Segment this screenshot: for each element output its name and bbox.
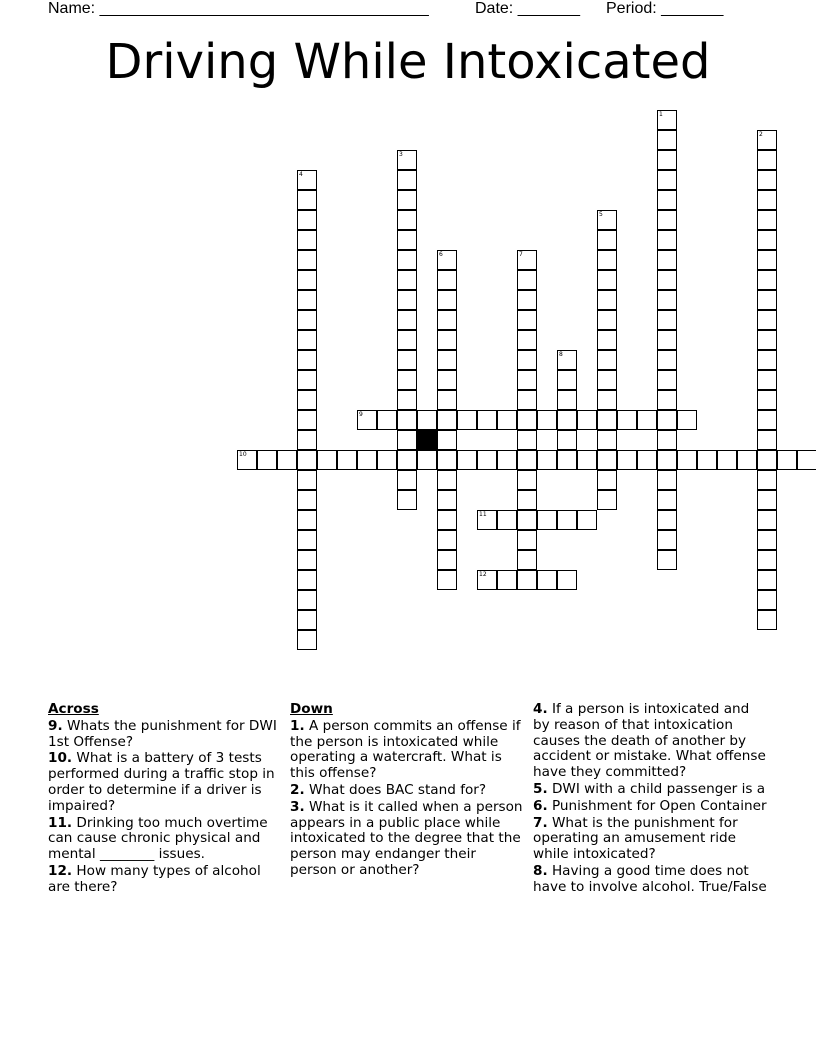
- clue-item-number: 8.: [533, 862, 548, 879]
- grid-cell[interactable]: [297, 250, 317, 270]
- grid-cell[interactable]: [437, 430, 457, 450]
- grid-cell[interactable]: [757, 530, 777, 550]
- grid-cell[interactable]: [517, 250, 537, 270]
- grid-cell[interactable]: [397, 470, 417, 490]
- grid-cell[interactable]: [757, 570, 777, 590]
- clue-item-text: Drinking too much overtime can cause chronic physical and mental ________ issues.: [48, 814, 268, 863]
- clue-item-text: Having a good time does not have to involve alcohol. True/False: [533, 862, 767, 895]
- grid-cell[interactable]: [757, 350, 777, 370]
- grid-cell[interactable]: [517, 330, 537, 350]
- grid-cell[interactable]: [637, 410, 657, 430]
- clue-number: 9: [359, 411, 363, 418]
- grid-cell[interactable]: [297, 210, 317, 230]
- down-clues: [290, 702, 526, 880]
- name-field[interactable]: Name: _____________________________________: [48, 0, 429, 17]
- clue-number: 11: [479, 511, 487, 518]
- grid-cell[interactable]: [437, 250, 457, 270]
- clue-item-text: Punishment for Open Container: [547, 797, 767, 814]
- grid-cell[interactable]: [617, 450, 637, 470]
- grid-cell[interactable]: [517, 570, 537, 590]
- grid-cell[interactable]: [757, 610, 777, 630]
- grid-cell[interactable]: [397, 370, 417, 390]
- period-field[interactable]: Period: _______: [606, 0, 724, 17]
- grid-cell[interactable]: [517, 530, 537, 550]
- clue-item: [533, 782, 769, 798]
- grid-cell[interactable]: [657, 230, 677, 250]
- grid-cell[interactable]: [417, 410, 437, 430]
- grid-cell[interactable]: [597, 390, 617, 410]
- grid-cell[interactable]: [297, 190, 317, 210]
- grid-cell[interactable]: [657, 170, 677, 190]
- clue-item-text: A person commits an offense if the person is intoxicated while operating a watercraft. What is this offense?: [290, 717, 521, 782]
- grid-cell[interactable]: [657, 210, 677, 230]
- clue-item: [48, 751, 280, 814]
- grid-cell[interactable]: [397, 490, 417, 510]
- grid-cell[interactable]: [297, 350, 317, 370]
- grid-cell[interactable]: [777, 450, 797, 470]
- grid-cell[interactable]: [597, 290, 617, 310]
- grid-cell[interactable]: [657, 390, 677, 410]
- across-heading: Across: [48, 701, 99, 717]
- grid-cell[interactable]: [397, 330, 417, 350]
- grid-cell[interactable]: [597, 330, 617, 350]
- grid-cell[interactable]: [497, 510, 517, 530]
- grid-cell[interactable]: [357, 450, 377, 470]
- grid-cell[interactable]: [337, 450, 357, 470]
- grid-cell[interactable]: [297, 410, 317, 430]
- down-heading: Down: [290, 701, 333, 717]
- clue-item-number: 4.: [533, 701, 548, 717]
- date-field[interactable]: Date: _______: [475, 0, 580, 17]
- grid-cell[interactable]: [397, 170, 417, 190]
- clue-item-text: What is a battery of 3 tests performed during a traffic stop in order to determine if a driver is impaired?: [48, 750, 275, 814]
- grid-cell[interactable]: [397, 310, 417, 330]
- grid-cell[interactable]: [797, 450, 816, 470]
- grid-cell[interactable]: [577, 410, 597, 430]
- grid-cell[interactable]: [517, 490, 537, 510]
- grid-cell[interactable]: [757, 590, 777, 610]
- clue-item-text: What is it called when a person appears in a public place while intoxicated to the degree that the person may endanger their person or another?: [290, 798, 523, 878]
- grid-cell[interactable]: [757, 290, 777, 310]
- clue-item-number: 7.: [533, 814, 548, 831]
- grid-cell[interactable]: [477, 510, 497, 530]
- clue-item: [533, 799, 769, 815]
- grid-cell[interactable]: [657, 530, 677, 550]
- grid-cell[interactable]: [657, 310, 677, 330]
- grid-cell[interactable]: [597, 230, 617, 250]
- clue-number: 7: [519, 251, 523, 258]
- clue-item: [533, 864, 769, 896]
- grid-cell[interactable]: [517, 290, 537, 310]
- clue-item-number: 6.: [533, 797, 548, 814]
- grid-cell[interactable]: [437, 490, 457, 510]
- grid-cell[interactable]: [297, 430, 317, 450]
- clue-number: 4: [299, 171, 303, 178]
- clue-item-text: If a person is intoxicated and by reason of that intoxication causes the death of another by accident or mistake. What offense have they committed?: [533, 701, 766, 781]
- grid-cell[interactable]: [517, 390, 537, 410]
- grid-cell[interactable]: [517, 550, 537, 570]
- grid-cell[interactable]: [737, 450, 757, 470]
- clue-item-number: 11.: [48, 814, 73, 831]
- grid-cell[interactable]: [657, 270, 677, 290]
- grid-cell[interactable]: [597, 350, 617, 370]
- grid-cell[interactable]: [597, 450, 617, 470]
- grid-cell[interactable]: [417, 450, 437, 470]
- down-clue-list: [290, 719, 526, 879]
- grid-cell[interactable]: [757, 210, 777, 230]
- grid-cell[interactable]: [397, 190, 417, 210]
- down-clues-continued: [533, 702, 769, 897]
- grid-cell[interactable]: [657, 190, 677, 210]
- grid-cell[interactable]: [557, 370, 577, 390]
- clue-item-text: How many types of alcohol are there?: [48, 862, 261, 895]
- grid-cell[interactable]: [297, 570, 317, 590]
- clue-item-text: What does BAC stand for?: [304, 781, 487, 798]
- grid-cell[interactable]: [517, 350, 537, 370]
- clue-item-number: 5.: [533, 780, 548, 797]
- grid-cell[interactable]: [517, 430, 537, 450]
- grid-cell[interactable]: [437, 550, 457, 570]
- grid-cell[interactable]: [657, 130, 677, 150]
- grid-cell[interactable]: [657, 450, 677, 470]
- grid-cell[interactable]: [437, 450, 457, 470]
- clue-item-text: DWI with a child passenger is a: [547, 780, 766, 797]
- grid-cell[interactable]: [537, 510, 557, 530]
- grid-cell[interactable]: [657, 470, 677, 490]
- grid-cell[interactable]: [377, 410, 397, 430]
- grid-cell[interactable]: [757, 250, 777, 270]
- grid-cell[interactable]: [437, 310, 457, 330]
- grid-cell[interactable]: [397, 450, 417, 470]
- grid-cell[interactable]: [557, 350, 577, 370]
- grid-cell[interactable]: [397, 410, 417, 430]
- grid-cell[interactable]: [357, 410, 377, 430]
- grid-cell[interactable]: [397, 210, 417, 230]
- grid-cell[interactable]: [637, 450, 657, 470]
- grid-cell[interactable]: [237, 450, 257, 470]
- grid-cell[interactable]: [457, 450, 477, 470]
- clue-item-number: 12.: [48, 862, 73, 879]
- grid-cell[interactable]: [477, 410, 497, 430]
- grid-cell[interactable]: [597, 370, 617, 390]
- grid-cell[interactable]: [437, 410, 457, 430]
- grid-cell[interactable]: [657, 250, 677, 270]
- grid-cell[interactable]: [557, 450, 577, 470]
- grid-cell[interactable]: [537, 450, 557, 470]
- grid-cell[interactable]: [557, 390, 577, 410]
- grid-cell[interactable]: [657, 550, 677, 570]
- clue-item-number: 9.: [48, 717, 63, 734]
- grid-cell[interactable]: [757, 510, 777, 530]
- grid-cell[interactable]: [677, 410, 697, 430]
- grid-cell[interactable]: [517, 450, 537, 470]
- grid-cell[interactable]: [397, 250, 417, 270]
- grid-cell[interactable]: [297, 270, 317, 290]
- clue-number: 3: [399, 151, 403, 158]
- across-clue-list: [48, 719, 280, 896]
- grid-cell[interactable]: [297, 230, 317, 250]
- grid-cell[interactable]: [597, 470, 617, 490]
- grid-cell[interactable]: [297, 450, 317, 470]
- grid-cell[interactable]: [577, 450, 597, 470]
- grid-cell[interactable]: [597, 310, 617, 330]
- grid-cell[interactable]: [397, 350, 417, 370]
- clue-item: [290, 719, 526, 782]
- grid-cell[interactable]: [257, 450, 277, 470]
- grid-cell[interactable]: [657, 370, 677, 390]
- grid-cell[interactable]: [757, 270, 777, 290]
- grid-cell[interactable]: [437, 390, 457, 410]
- clue-item: [533, 702, 769, 781]
- black-cell: [417, 430, 437, 450]
- clue-item: [48, 719, 280, 751]
- grid-cell[interactable]: [757, 230, 777, 250]
- grid-cell[interactable]: [397, 430, 417, 450]
- grid-cell[interactable]: [457, 410, 477, 430]
- grid-cell[interactable]: [297, 370, 317, 390]
- clue-item-number: 3.: [290, 798, 305, 815]
- clue-item-text: Whats the punishment for DWI 1st Offense?: [48, 717, 277, 750]
- grid-cell[interactable]: [657, 490, 677, 510]
- grid-cell[interactable]: [397, 290, 417, 310]
- grid-cell[interactable]: [657, 330, 677, 350]
- grid-cell[interactable]: [617, 410, 637, 430]
- clue-number: 12: [479, 571, 487, 578]
- clue-item: [48, 864, 280, 896]
- grid-cell[interactable]: [517, 370, 537, 390]
- grid-cell[interactable]: [757, 490, 777, 510]
- grid-cell[interactable]: [597, 270, 617, 290]
- grid-cell[interactable]: [757, 190, 777, 210]
- grid-cell[interactable]: [477, 570, 497, 590]
- grid-cell[interactable]: [657, 510, 677, 530]
- grid-cell[interactable]: [297, 510, 317, 530]
- grid-cell[interactable]: [757, 470, 777, 490]
- grid-cell[interactable]: [517, 410, 537, 430]
- grid-cell[interactable]: [377, 450, 397, 470]
- grid-cell[interactable]: [297, 630, 317, 650]
- grid-cell[interactable]: [397, 150, 417, 170]
- grid-cell[interactable]: [297, 550, 317, 570]
- grid-cell[interactable]: [657, 290, 677, 310]
- grid-cell[interactable]: [517, 310, 537, 330]
- grid-cell[interactable]: [657, 430, 677, 450]
- grid-cell[interactable]: [517, 510, 537, 530]
- grid-cell[interactable]: [757, 550, 777, 570]
- grid-cell[interactable]: [597, 410, 617, 430]
- clue-item: [290, 783, 526, 799]
- grid-cell[interactable]: [697, 450, 717, 470]
- grid-cell[interactable]: [437, 330, 457, 350]
- grid-cell[interactable]: [437, 470, 457, 490]
- clue-number: 8: [559, 351, 563, 358]
- grid-cell[interactable]: [437, 530, 457, 550]
- grid-cell[interactable]: [757, 430, 777, 450]
- grid-cell[interactable]: [437, 370, 457, 390]
- grid-cell[interactable]: [557, 430, 577, 450]
- grid-cell[interactable]: [757, 310, 777, 330]
- clue-number: 5: [599, 211, 603, 218]
- grid-cell[interactable]: [577, 510, 597, 530]
- grid-cell[interactable]: [677, 450, 697, 470]
- clue-item: [290, 800, 526, 879]
- grid-cell[interactable]: [757, 330, 777, 350]
- clue-item-text: What is the punishment for operating an amusement ride while intoxicated?: [533, 814, 738, 863]
- grid-cell[interactable]: [317, 450, 337, 470]
- grid-cell[interactable]: [757, 130, 777, 150]
- grid-cell[interactable]: [537, 410, 557, 430]
- clue-item-number: 10.: [48, 750, 73, 767]
- grid-cell[interactable]: [497, 450, 517, 470]
- grid-cell[interactable]: [297, 290, 317, 310]
- grid-cell[interactable]: [497, 570, 517, 590]
- grid-cell[interactable]: [657, 410, 677, 430]
- grid-cell[interactable]: [277, 450, 297, 470]
- grid-cell[interactable]: [437, 570, 457, 590]
- clue-number: 1: [659, 111, 663, 118]
- grid-cell[interactable]: [597, 250, 617, 270]
- grid-cell[interactable]: [437, 290, 457, 310]
- clue-item-number: 2.: [290, 781, 305, 798]
- grid-cell[interactable]: [517, 470, 537, 490]
- grid-cell[interactable]: [657, 150, 677, 170]
- grid-cell[interactable]: [297, 610, 317, 630]
- grid-cell[interactable]: [757, 390, 777, 410]
- grid-cell[interactable]: [757, 150, 777, 170]
- grid-cell[interactable]: [297, 310, 317, 330]
- grid-cell[interactable]: [757, 410, 777, 430]
- grid-cell[interactable]: [297, 490, 317, 510]
- page-title: Driving While Intoxicated: [105, 34, 711, 90]
- grid-cell[interactable]: [497, 410, 517, 430]
- grid-cell[interactable]: [517, 270, 537, 290]
- grid-cell[interactable]: [657, 350, 677, 370]
- clue-item: [48, 816, 280, 863]
- clue-number: 6: [439, 251, 443, 258]
- grid-cell[interactable]: [437, 270, 457, 290]
- grid-cell[interactable]: [397, 270, 417, 290]
- grid-cell[interactable]: [297, 390, 317, 410]
- clue-item: [533, 816, 769, 863]
- grid-cell[interactable]: [597, 490, 617, 510]
- clue-item-number: 1.: [290, 717, 305, 734]
- grid-cell[interactable]: [437, 510, 457, 530]
- grid-cell[interactable]: [557, 570, 577, 590]
- grid-cell[interactable]: [437, 350, 457, 370]
- grid-cell[interactable]: [717, 450, 737, 470]
- grid-cell[interactable]: [397, 230, 417, 250]
- grid-cell[interactable]: [657, 110, 677, 130]
- clue-number: 2: [759, 131, 763, 138]
- grid-cell[interactable]: [757, 370, 777, 390]
- grid-cell[interactable]: [757, 450, 777, 470]
- grid-cell[interactable]: [757, 170, 777, 190]
- grid-cell[interactable]: [477, 450, 497, 470]
- down-clue-list-continued: [533, 702, 769, 896]
- grid-cell[interactable]: [397, 390, 417, 410]
- grid-cell[interactable]: [297, 330, 317, 350]
- grid-cell[interactable]: [297, 530, 317, 550]
- grid-cell[interactable]: [597, 210, 617, 230]
- grid-cell[interactable]: [557, 510, 577, 530]
- grid-cell[interactable]: [297, 170, 317, 190]
- grid-cell[interactable]: [537, 570, 557, 590]
- grid-cell[interactable]: [557, 410, 577, 430]
- grid-cell[interactable]: [297, 590, 317, 610]
- across-clues: [48, 702, 280, 897]
- grid-cell[interactable]: [297, 470, 317, 490]
- clue-number: 10: [239, 451, 247, 458]
- grid-cell[interactable]: [597, 430, 617, 450]
